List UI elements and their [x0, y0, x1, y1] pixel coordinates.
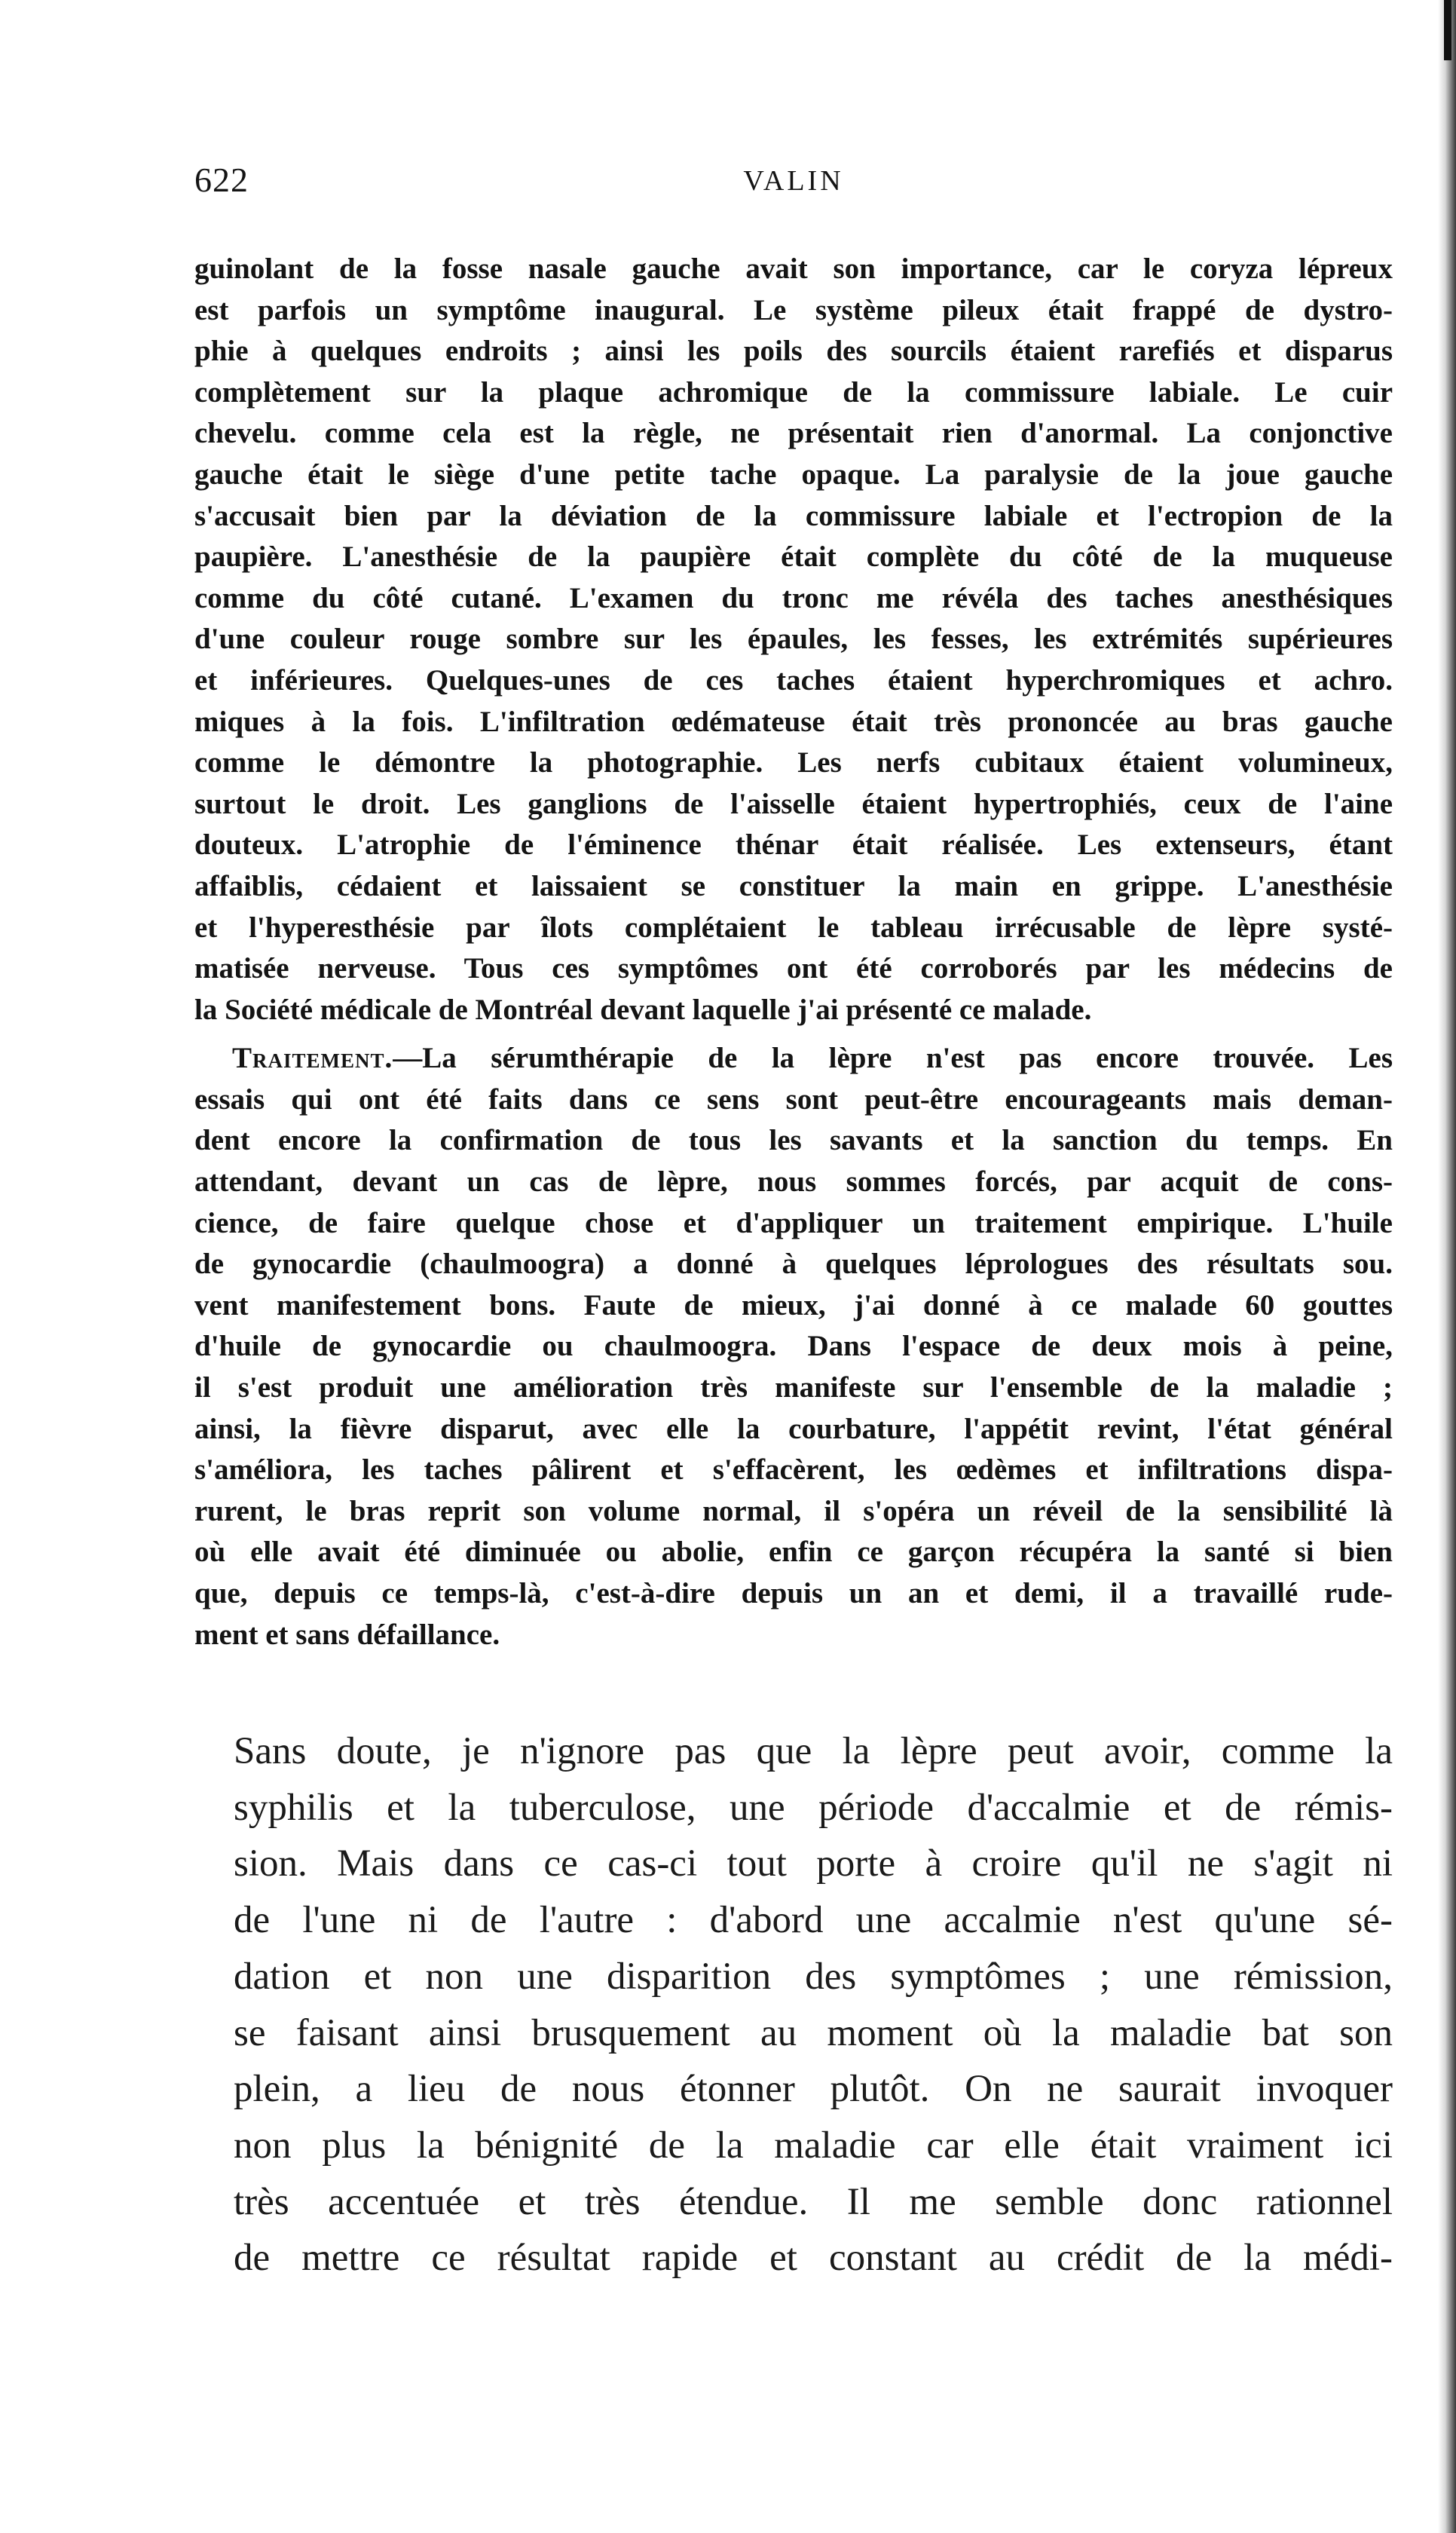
page-edge-shadow	[1438, 0, 1456, 2533]
text-line: ainsi, la fièvre disparut, avec elle la courbature, l'appétit revint, l'état général	[194, 1412, 1393, 1445]
text-line: miques à la fois. L'infiltration œdémateuse était très prononcée au bras gauche	[194, 705, 1393, 738]
text-line: de l'une ni de l'autre : d'abord une accalmie n'est qu'une sé-	[234, 1899, 1393, 1942]
text-line: rurent, le bras reprit son volume normal, il s'opéra un réveil de la sensibilité là	[194, 1494, 1393, 1527]
text-line: affaiblis, cédaient et laissaient se constituer la main en grippe. L'anesthésie	[194, 869, 1393, 902]
paragraph-treatment	[194, 1038, 1393, 1655]
text-line: complètement sur la plaque achromique de la commissure labiale. Le cuir	[194, 375, 1393, 409]
text-line: guinolant de la fosse nasale gauche avait son importance, car le coryza lépreux	[194, 253, 1393, 285]
text-line: comme le démontre la photographie. Les nerfs cubitaux étaient volumineux,	[194, 746, 1393, 780]
text-line: sion. Mais dans ce cas-ci tout porte à croire qu'il ne s'agit ni	[234, 1842, 1393, 1885]
page-edge-mark	[1444, 0, 1451, 60]
section-heading-traitement: Traitement.	[232, 1042, 393, 1075]
page-number: 622	[194, 161, 249, 199]
text-line: syphilis et la tuberculose, une période d'accalmie et de rémis-	[234, 1786, 1393, 1829]
text-line: s'accusait bien par la déviation de la commissure labiale et l'ectropion de la	[194, 499, 1393, 532]
text-line: et l'hyperesthésie par îlots complétaient le tableau irrécusable de lèpre systé-	[194, 911, 1393, 944]
text-line: que, depuis ce temps-là, c'est-à-dire depuis un an et demi, il a travaillé rude-	[194, 1577, 1393, 1610]
text-line: matisée nerveuse. Tous ces symptômes ont été corroborés par les médecins de	[194, 952, 1393, 985]
text-line: dation et non une disparition des symptômes ; une rémission,	[234, 1955, 1393, 1998]
text-line: est parfois un symptôme inaugural. Le système pileux était frappé de dystro-	[194, 293, 1393, 326]
discussion-text	[234, 1723, 1393, 2286]
text-line: Sans doute, je n'ignore pas que la lèpre peut avoir, comme la	[234, 1730, 1393, 1772]
text-line	[194, 1038, 1393, 1080]
text-line: surtout le droit. Les ganglions de l'aisselle étaient hypertrophiés, ceux de l'aine	[194, 787, 1393, 820]
text-line: non plus la bénignité de la maladie car elle était vraiment ici	[234, 2124, 1393, 2167]
text-line: se faisant ainsi brusquement au moment où la maladie bat son	[234, 2011, 1393, 2054]
text-line: très accentuée et très étendue. Il me semble donc rationnel	[234, 2180, 1393, 2223]
text-line: gauche était le siège d'une petite tache opaque. La paralysie de la joue gauche	[194, 458, 1393, 491]
text-line: d'huile de gynocardie ou chaulmoogra. Dans l'espace de deux mois à peine,	[194, 1330, 1393, 1363]
text-line: plein, a lieu de nous étonner plutôt. On ne saurait invoquer	[234, 2068, 1393, 2111]
paragraph-discussion	[234, 1723, 1393, 2286]
text-line: d'une couleur rouge sombre sur les épaules, les fesses, les extrémités supérieures	[194, 623, 1393, 656]
text-line: comme du côté cutané. L'examen du tronc me révéla des taches anesthésiques	[194, 581, 1393, 614]
running-head: VALIN	[743, 165, 844, 197]
text-line: et inférieures. Quelques-unes de ces taches étaient hyperchromiques et achro.	[194, 663, 1393, 697]
text-line: de mettre ce résultat rapide et constant au crédit de la médi-	[234, 2237, 1393, 2280]
text-line: phie à quelques endroits ; ainsi les poils des sourcils étaient rarefiés et disparus	[194, 335, 1393, 368]
text-line-fragment: —La sérumthérapie de la lèpre n'est pas encore trouvée. Les	[393, 1042, 1393, 1075]
text-line: cience, de faire quelque chose et d'appliquer un traitement empirique. L'huile	[194, 1206, 1393, 1239]
text-line: dent encore la confirmation de tous les savants et la sanction du temps. En	[194, 1124, 1393, 1157]
text-line: où elle avait été diminuée ou abolie, enfin ce garçon récupéra la santé si bien	[194, 1536, 1393, 1569]
text-line: attendant, devant un cas de lèpre, nous sommes forcés, par acquit de cons-	[194, 1165, 1393, 1199]
paragraph-case-description	[194, 249, 1393, 1031]
text-line: essais qui ont été faits dans ce sens sont peut-être encourageants mais deman-	[194, 1083, 1393, 1116]
text-line: la Société médicale de Montréal devant laquelle j'ai présenté ce malade.	[194, 993, 1092, 1026]
text-line: vent manifestement bons. Faute de mieux, j'ai donné à ce malade 60 gouttes	[194, 1288, 1393, 1322]
page-header	[194, 160, 1393, 205]
text-line: s'améliora, les taches pâlirent et s'effacèrent, les œdèmes et infiltrations dispa-	[194, 1453, 1393, 1487]
text-line: il s'est produit une amélioration très manifeste sur l'ensemble de la maladie ;	[194, 1371, 1393, 1404]
text-line: douteux. L'atrophie de l'éminence thénar était réalisée. Les extenseurs, étant	[194, 829, 1393, 862]
text-line: ment et sans défaillance.	[194, 1618, 500, 1651]
text-line: de gynocardie (chaulmoogra) a donné à quelques léprologues des résultats sou.	[194, 1248, 1393, 1281]
case-report-text	[194, 249, 1393, 1655]
text-line: paupière. L'anesthésie de la paupière était complète du côté de la muqueuse	[194, 541, 1393, 574]
text-line: chevelu. comme cela est la règle, ne présentait rien d'anormal. La conjonctive	[194, 417, 1393, 450]
